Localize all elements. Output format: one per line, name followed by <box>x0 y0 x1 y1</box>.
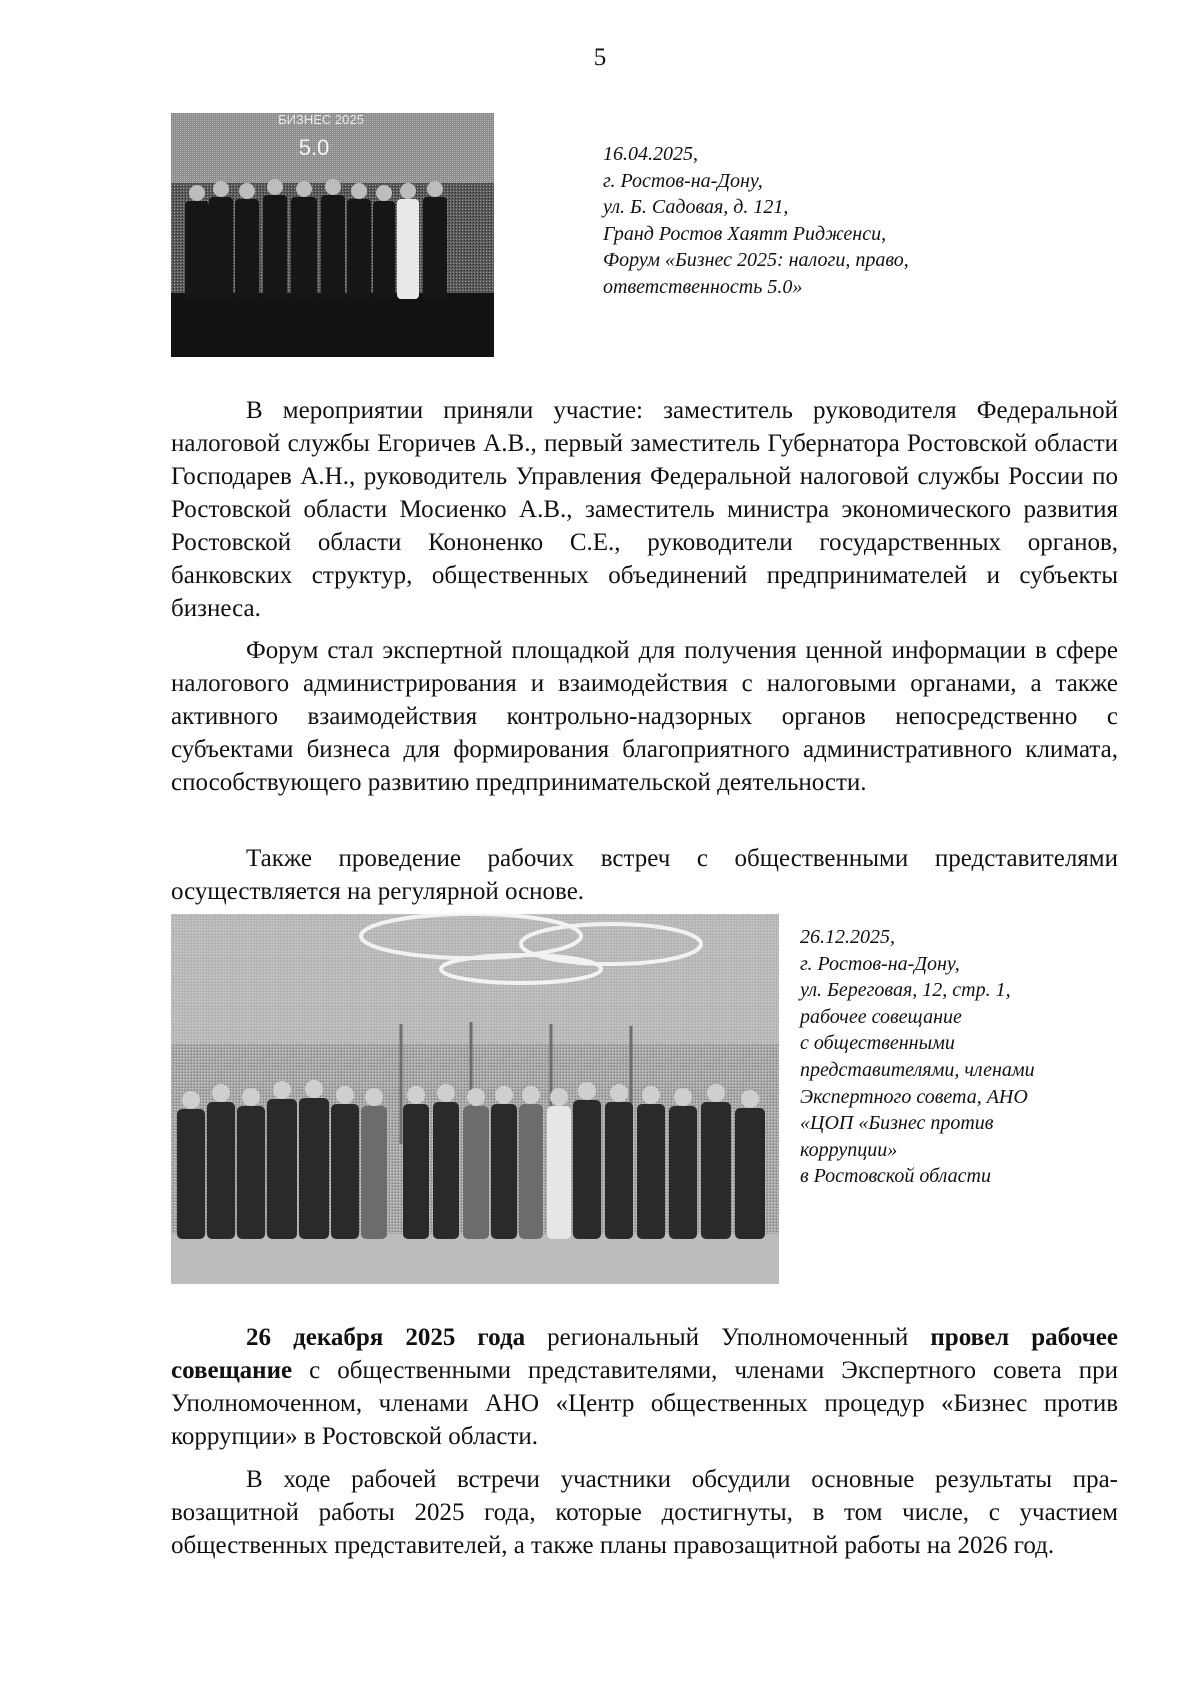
meeting-group-photo <box>171 914 779 1284</box>
caption-line: ул. Б. Садовая, д. 121, <box>603 196 789 219</box>
caption-line: ул. Береговая, 12, стр. 1, <box>800 979 1011 1002</box>
caption-line: Форум «Бизнес 2025: налоги, право, <box>603 249 909 272</box>
caption-line: ответственность 5.0» <box>603 275 803 298</box>
forum-photo-image <box>171 113 494 357</box>
forum-photo-caption <box>603 141 909 301</box>
caption-line: представителями, членами <box>800 1058 1035 1081</box>
meeting-photo-caption <box>800 924 1035 1190</box>
meeting-text-2: с общественными представителями, членами Экспертного совета при Уполномоченном, членами АНО «Центр общественных процедур «Бизнес против коррупции» в Ростовской области. <box>171 1357 1118 1450</box>
paragraph-working-meeting <box>171 1321 1118 1453</box>
caption-line: 16.04.2025, <box>603 143 698 165</box>
caption-line: Экспертного совета, АНО <box>800 1085 1028 1108</box>
meeting-action-bold: провел рабочее совещание <box>171 1324 1118 1384</box>
caption-line: 26.12.2025, <box>800 926 895 948</box>
meeting-text-1: региональный Уполномоченный <box>525 1324 931 1351</box>
meeting-date-bold: 26 декабря 2025 года <box>246 1324 526 1351</box>
caption-line: г. Ростов-на-Дону, <box>603 169 763 192</box>
page-number: 5 <box>593 44 607 71</box>
forum-group-photo <box>171 113 494 357</box>
paragraph-meeting-results: В ходе рабочей встречи участники обсудили основные результаты правозащитной работы 2025 года, которые достигнуты, в том числе, с участием общественных представителей, а также планы правозащитной работы на 2026 год. <box>171 1466 1118 1559</box>
paragraph-participants: В мероприятии приняли участие: заместитель руководителя Федеральной налоговой службы Егоричев А.В., первый заместитель Губернатора Ростовской области Господарев А.Н., руководитель Управления Федеральной налоговой службы России по Ростовской области Мосиенко А.В., заместитель министра экономического развития Ростовской области Кононенко С.Е., руководители государственных органов, банковских структур, общественных объединений предпринимателей и субъекты бизнеса. <box>171 397 1118 622</box>
banner-version: 5.0 <box>298 135 330 160</box>
caption-line: Гранд Ростов Хаятт Ридженси, <box>603 222 887 245</box>
paragraph-regular-meetings: Также проведение рабочих встреч с общественными представителями осуществляется на регулярной основе. <box>171 845 1118 905</box>
caption-line: г. Ростов-на-Дону, <box>800 952 960 975</box>
caption-line: рабочее совещание <box>800 1005 962 1028</box>
caption-line: «ЦОП «Бизнес против <box>800 1112 994 1135</box>
banner-title: БИЗНЕС 2025 <box>278 113 364 127</box>
meeting-photo-image <box>171 914 779 1284</box>
paragraph-forum-platform: Форум стал экспертной площадкой для получения ценной информации в сфере налогового администрирования и взаимодействия с налоговыми органами, а также активного взаимодействия контрольно-надзорных органов непосредственно с субъектами бизнеса для формирования благоприятного административного климата, способствующего развитию предпринимательской деятельности. <box>171 637 1118 796</box>
caption-line: в Ростовской области <box>800 1165 991 1188</box>
caption-line: коррупции» <box>800 1138 898 1161</box>
caption-line: с общественными <box>800 1032 955 1055</box>
